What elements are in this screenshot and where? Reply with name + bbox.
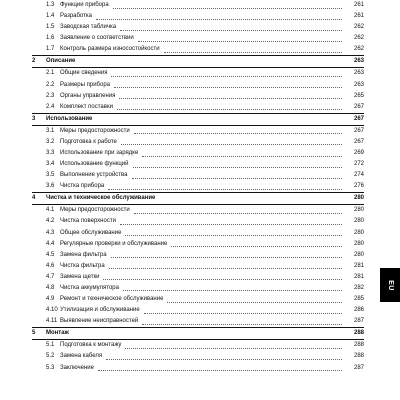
toc-leader-dots	[119, 97, 342, 99]
toc-number: 4.8	[46, 284, 55, 291]
toc-leader-dots	[171, 245, 342, 247]
toc-page-number: 267	[353, 127, 364, 134]
toc-title: Ремонт и техническое обслуживание	[60, 296, 164, 303]
toc-leader-dots	[164, 51, 342, 53]
toc-number: 4.5	[46, 251, 55, 258]
toc-title: Разработка	[60, 13, 92, 20]
toc-page-number: 262	[353, 24, 364, 31]
toc-leader-dots	[142, 155, 342, 157]
toc-leader-dots	[121, 143, 342, 145]
toc-title: Чистка и техническое обслуживание	[46, 195, 156, 202]
toc-page-number: 280	[353, 207, 364, 214]
toc-leader-dots	[114, 86, 342, 88]
toc-number: 1.4	[46, 13, 55, 20]
toc-title: Комплект поставки	[60, 103, 113, 110]
toc-number: 4.7	[46, 273, 55, 280]
toc-entry-row[interactable]	[32, 148, 364, 159]
toc-title: Чистка аккумулятора	[60, 284, 119, 291]
toc-title: Функции прибора	[60, 2, 109, 8]
toc-leader-dots	[98, 369, 342, 371]
toc-page-number: 276	[353, 183, 364, 190]
toc-entry-row[interactable]	[32, 80, 364, 91]
toc-number: 4	[32, 195, 36, 202]
toc-leader-dots	[120, 29, 342, 31]
toc-number: 1.7	[46, 46, 55, 53]
toc-entry-row[interactable]	[32, 316, 364, 327]
toc-entry-row[interactable]	[32, 181, 364, 192]
toc-number: 4.9	[46, 296, 55, 303]
toc-page-number: 288	[353, 342, 364, 349]
toc-leader-dots	[138, 40, 342, 42]
toc-section-row[interactable]	[32, 113, 364, 126]
toc-number: 5.2	[46, 353, 55, 360]
toc-page-number: 286	[353, 307, 364, 314]
toc-leader-dots	[106, 358, 342, 360]
toc-number: 4.4	[46, 240, 55, 247]
toc-leader-dots	[142, 323, 342, 325]
toc-page-number: 262	[353, 35, 364, 42]
toc-number: 1.3	[46, 2, 55, 8]
toc-title: Замена кабеля	[60, 353, 103, 360]
toc-title: Выполнение устройства	[60, 172, 128, 179]
language-tab-label: EU	[386, 279, 394, 291]
toc-entry-row[interactable]	[32, 294, 364, 305]
toc-title: Использование	[46, 115, 93, 122]
toc-page-number: 280	[353, 240, 364, 247]
toc-number: 4.2	[46, 218, 55, 225]
toc-title: Общее обслуживание	[60, 229, 122, 236]
toc-title: Чистка поверхности	[60, 218, 116, 225]
toc-number: 5.1	[46, 342, 55, 349]
toc-page-number: 265	[353, 92, 364, 99]
toc-title: Использование функций	[60, 161, 129, 168]
toc-page-number: 269	[353, 150, 364, 157]
toc-page-number: 274	[353, 172, 364, 179]
toc-title: Меры предосторожности	[60, 127, 130, 134]
toc-entry-row[interactable]	[32, 305, 364, 316]
toc-title: Чистка прибора	[60, 183, 105, 190]
toc-title: Заявление о соответствии	[60, 35, 134, 42]
toc-title: Чистка фильтра	[60, 262, 105, 269]
toc-leader-dots	[125, 347, 342, 349]
toc-title: Общие сведения	[60, 70, 108, 77]
toc-entry-row[interactable]	[32, 126, 364, 137]
toc-entry-row[interactable]	[32, 216, 364, 227]
toc-leader-dots	[96, 18, 342, 20]
toc-entry-row[interactable]	[32, 261, 364, 272]
toc-number: 3.4	[46, 161, 55, 168]
toc-page-number: 263	[353, 70, 364, 77]
toc-entry-row[interactable]	[32, 228, 364, 239]
toc-page-number: 281	[353, 273, 364, 280]
toc-title: Заводская табличка	[60, 24, 117, 31]
toc-number: 2.4	[46, 103, 55, 110]
toc-leader-dots	[167, 301, 342, 303]
language-tab[interactable]	[380, 268, 400, 302]
toc-title: Замена фильтра	[60, 251, 107, 258]
toc-leader-dots	[133, 166, 343, 168]
toc-page-number: 288	[353, 353, 364, 360]
toc-page-number: 287	[353, 364, 364, 371]
toc-page-number: 280	[353, 195, 364, 202]
toc-page-number: 261	[353, 13, 364, 20]
toc-title: Контроль размера износостойкости	[60, 46, 160, 53]
toc-leader-dots	[125, 234, 342, 236]
toc-page-number: 261	[353, 2, 364, 8]
toc-number: 4.1	[46, 207, 55, 214]
toc-entry-row[interactable]	[32, 33, 364, 44]
toc-page-number: 267	[353, 103, 364, 110]
toc-page-number: 272	[353, 161, 364, 168]
toc-page-number: 280	[353, 251, 364, 258]
toc-number: 3.5	[46, 172, 55, 179]
toc-title: Выявление неисправностей	[60, 318, 139, 325]
toc-page-number: 282	[353, 284, 364, 291]
toc-entry-row[interactable]	[32, 0, 364, 11]
toc-page-number: 281	[353, 262, 364, 269]
toc-number: 4.11	[46, 318, 58, 325]
toc-title: Размеры прибора	[60, 81, 110, 88]
toc-entry-row[interactable]	[32, 239, 364, 250]
toc-entry-row[interactable]	[32, 102, 364, 113]
toc-number: 1.6	[46, 35, 55, 42]
toc-title: Использование при зарядке	[60, 150, 139, 157]
toc-title: Заключение	[60, 364, 94, 371]
toc-number: 3.2	[46, 138, 55, 145]
toc-number: 4.10	[46, 307, 58, 314]
toc-section-row[interactable]	[32, 327, 364, 340]
toc-page-number: 263	[353, 58, 364, 65]
toc-section-row[interactable]	[32, 192, 364, 205]
toc-leader-dots	[120, 223, 342, 225]
toc-number: 2.3	[46, 92, 55, 99]
toc-number: 1.5	[46, 24, 55, 31]
toc-number: 2	[32, 58, 36, 65]
toc-page-number: 280	[353, 229, 364, 236]
toc-page-number: 267	[353, 138, 364, 145]
toc-entry-row[interactable]	[32, 159, 364, 170]
toc-number: 3.1	[46, 127, 55, 134]
toc-entry-row[interactable]	[32, 170, 364, 181]
toc-title: Замена щетки	[60, 273, 100, 280]
toc-entry-row[interactable]	[32, 351, 364, 362]
toc-page-number: 287	[353, 318, 364, 325]
toc-section-row[interactable]	[32, 55, 364, 68]
toc-number: 2.1	[46, 70, 55, 77]
toc-leader-dots	[113, 7, 342, 9]
toc-entry-row[interactable]	[32, 68, 364, 79]
toc-entry-row[interactable]	[32, 363, 364, 374]
toc-entry-row[interactable]	[32, 283, 364, 294]
toc-number: 4.6	[46, 262, 55, 269]
toc-number: 3	[32, 115, 36, 122]
toc-number: 4.3	[46, 229, 55, 236]
toc-number: 3.3	[46, 150, 55, 157]
toc-title: Монтаж	[46, 330, 69, 337]
toc-title: Подготовка к монтажу	[60, 342, 122, 349]
toc-leader-dots	[134, 132, 342, 134]
toc-entry-row[interactable]	[32, 340, 364, 351]
toc-number: 5	[32, 330, 36, 337]
toc-entry-row[interactable]	[32, 11, 364, 22]
toc-leader-dots	[144, 312, 342, 314]
toc-title: Органы управления	[60, 92, 116, 99]
toc-entry-row[interactable]	[32, 91, 364, 102]
toc-title: Регулярные проверки и обслуживание	[60, 240, 168, 247]
toc-page-number: 288	[353, 330, 364, 337]
toc-leader-dots	[108, 188, 342, 190]
toc-page-number: 262	[353, 46, 364, 53]
toc-entry-row[interactable]	[32, 44, 364, 55]
toc-entry-row[interactable]	[32, 205, 364, 216]
toc-leader-dots	[111, 256, 342, 258]
toc-entry-row[interactable]	[32, 272, 364, 283]
table-of-contents	[32, 0, 364, 374]
toc-leader-dots	[123, 289, 342, 291]
toc-leader-dots	[111, 75, 342, 77]
toc-number: 5.3	[46, 364, 55, 371]
toc-entry-row[interactable]	[32, 22, 364, 33]
toc-title: Утилизация и обслуживание	[60, 307, 140, 314]
toc-page-number: 267	[353, 115, 364, 122]
toc-leader-dots	[103, 278, 342, 280]
toc-page-number: 263	[353, 81, 364, 88]
toc-number: 2.2	[46, 81, 55, 88]
toc-entry-row[interactable]	[32, 137, 364, 148]
toc-number: 3.6	[46, 183, 55, 190]
toc-leader-dots	[132, 177, 343, 179]
toc-leader-dots	[117, 108, 342, 110]
toc-title: Описание	[46, 58, 76, 65]
toc-title: Подготовка к работе	[60, 138, 117, 145]
toc-entry-row[interactable]	[32, 250, 364, 261]
toc-leader-dots	[134, 212, 342, 214]
toc-title: Меры предосторожности	[60, 207, 130, 214]
toc-page-number: 280	[353, 218, 364, 225]
toc-leader-dots	[109, 267, 342, 269]
toc-page-number: 285	[353, 296, 364, 303]
